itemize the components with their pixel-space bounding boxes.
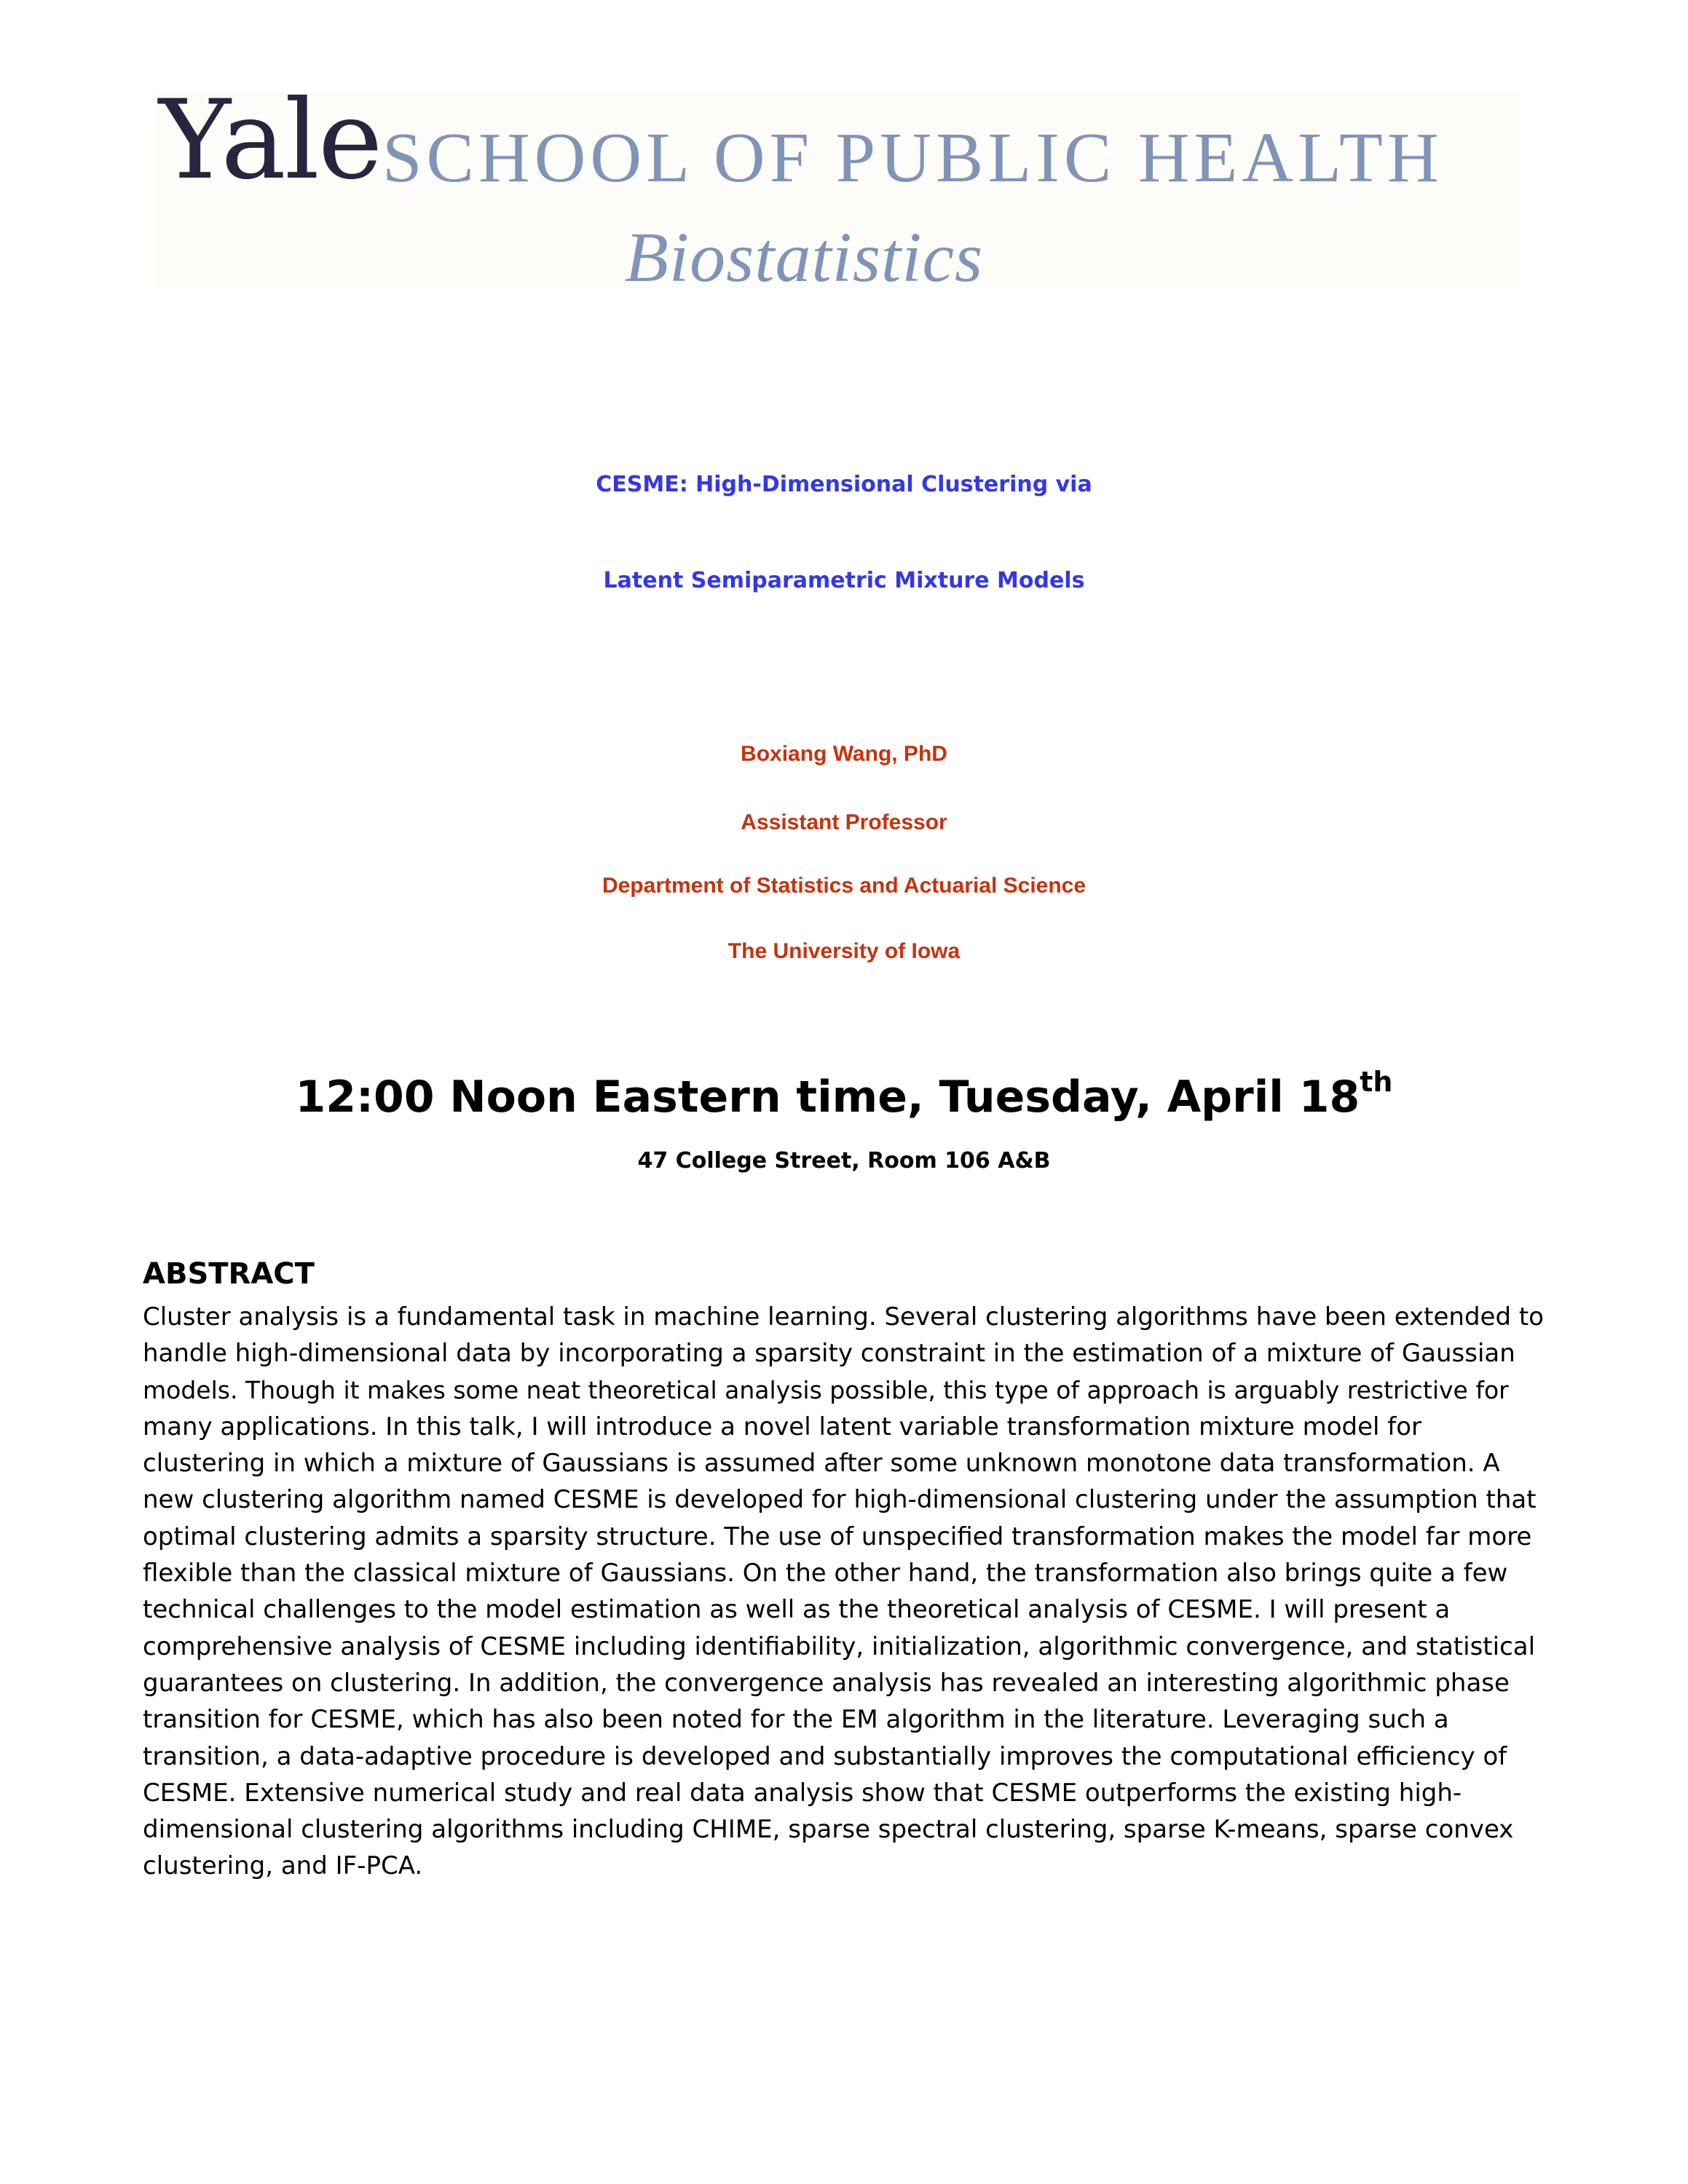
abstract-line: guarantees on clustering. In addition, the convergence analysis has revealed an interesting algorithmic phase bbox=[143, 1668, 1510, 1698]
abstract-line: dimensional clustering algorithms including CHIME, sparse spectral clustering, sparse K-means, sparse convex bbox=[143, 1815, 1514, 1845]
department-name: Biostatistics bbox=[625, 218, 984, 297]
abstract-line: comprehensive analysis of CESME including identifiability, initialization, algorithmic convergence, and statistical bbox=[143, 1631, 1536, 1661]
abstract-line: clustering in which a mixture of Gaussians is assumed after some unknown monotone data transformation. A bbox=[143, 1449, 1500, 1479]
talk-title bbox=[0, 437, 1688, 629]
event-time-text: 12:00 Noon Eastern time, Tuesday, April 18 bbox=[295, 1072, 1360, 1123]
abstract-line: flexible than the classical mixture of Gaussians. On the other hand, the transformation also brings quite a few bbox=[143, 1559, 1508, 1588]
speaker-role: Assistant Professor bbox=[741, 810, 947, 834]
abstract-line: transition for CESME, which has also been noted for the EM algorithm in the literature. Leveraging such a bbox=[143, 1705, 1449, 1735]
event-location: 47 College Street, Room 106 A&B bbox=[637, 1148, 1051, 1174]
abstract-line: models. Though it makes some neat theoretical analysis possible, this type of approach is arguably restrictive for bbox=[143, 1375, 1509, 1404]
abstract-line: Cluster analysis is a fundamental task in machine learning. Several clustering algorithms have been extended to bbox=[143, 1302, 1544, 1332]
speaker-department: Department of Statistics and Actuarial Science bbox=[602, 874, 1086, 898]
abstract-line: new clustering algorithm named CESME is developed for high-dimensional clustering under the assumption that bbox=[143, 1485, 1537, 1515]
event-date-suffix: th bbox=[1360, 1066, 1393, 1098]
speaker-name: Boxiang Wang, PhD bbox=[741, 742, 947, 766]
speaker-university: The University of Iowa bbox=[727, 939, 961, 963]
yale-logo-wordmark: Yale bbox=[159, 77, 382, 204]
abstract-line: handle high-dimensional data by incorporating a sparsity constraint in the estimation of a mixture of Gaussian bbox=[143, 1339, 1515, 1369]
abstract-heading: ABSTRACT bbox=[143, 1257, 315, 1291]
talk-title-line-1: CESME: High-Dimensional Clustering via bbox=[596, 472, 1092, 497]
abstract-line: clustering, and IF-PCA. bbox=[143, 1851, 423, 1881]
abstract-line: many applications. In this talk, I will introduce a novel latent variable transformation mixture model for bbox=[143, 1412, 1422, 1441]
event-time bbox=[0, 1064, 1688, 1130]
school-name: SCHOOL OF PUBLIC HEALTH bbox=[382, 119, 1443, 197]
abstract-line: technical challenges to the model estimation as well as the theoretical analysis of CESME. I will present a bbox=[143, 1595, 1451, 1625]
abstract-line: optimal clustering admits a sparsity structure. The use of unspecified transformation makes the model far more bbox=[143, 1522, 1532, 1551]
speaker-info bbox=[0, 717, 1688, 985]
abstract-line: transition, a data-adaptive procedure is developed and substantially improves the computational efficiency of bbox=[143, 1741, 1507, 1771]
abstract-body bbox=[143, 1299, 1548, 1885]
abstract-line: CESME. Extensive numerical study and real data analysis show that CESME outperforms the existing high- bbox=[143, 1778, 1462, 1808]
talk-title-line-2: Latent Semiparametric Mixture Models bbox=[603, 568, 1085, 593]
